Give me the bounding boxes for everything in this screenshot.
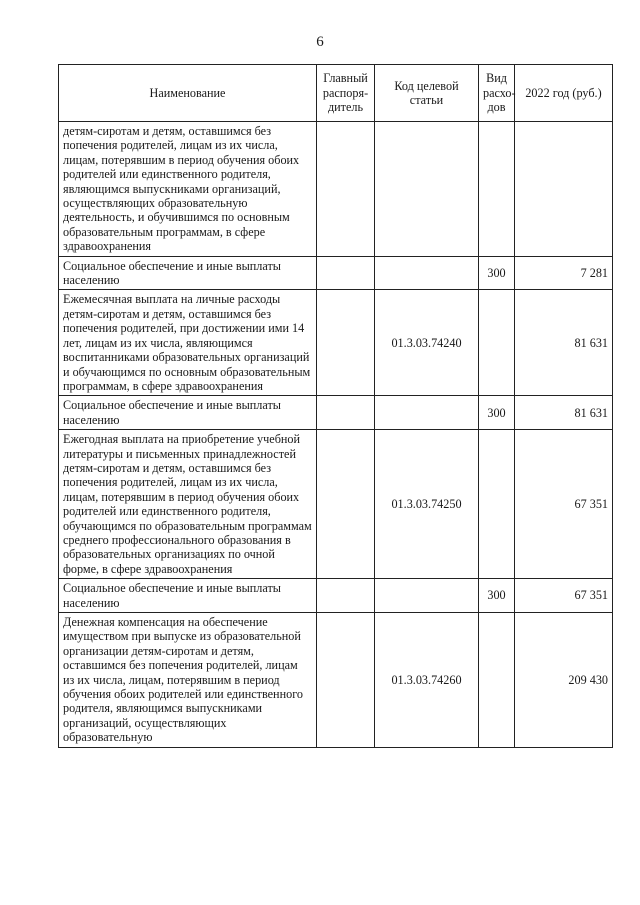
row-kind — [479, 290, 515, 396]
row-chief — [317, 579, 375, 613]
row-chief — [317, 122, 375, 257]
row-kind — [479, 430, 515, 579]
row-code — [375, 256, 479, 290]
row-code: 01.3.03.74250 — [375, 430, 479, 579]
row-amount: 209 430 — [515, 613, 613, 748]
header-amount: 2022 год (руб.) — [515, 65, 613, 122]
table-row — [59, 290, 613, 396]
table-row — [59, 613, 613, 748]
row-chief — [317, 396, 375, 430]
row-amount: 67 351 — [515, 579, 613, 613]
row-amount: 81 631 — [515, 396, 613, 430]
table-row — [59, 579, 613, 613]
row-kind: 300 — [479, 256, 515, 290]
row-amount: 67 351 — [515, 430, 613, 579]
row-name: Ежегодная выплата на приобретение учебной литературы и письменных принадлежностей детям-сиротам и детям, оставшимся без попечения родителей, лицам из их числа, лицам, потерявшим в период обучения обоих родителей или единственного родителя, обучающимся по образовательным программам среднего профессионального образования в образовательных организациях по очной форме, в сфере здравоохранения — [59, 430, 317, 579]
row-kind: 300 — [479, 396, 515, 430]
row-amount: 7 281 — [515, 256, 613, 290]
budget-table — [58, 64, 613, 748]
row-name: детям-сиротам и детям, оставшимся без попечения родителей, лицам из их числа, лицам, потерявшим в период обучения обоих родителей или единственного родителя, являющимся выпускниками организаций, осуществляющих образовательную деятельность, и обучившимся по основным образовательным программам, в сфере здравоохранения — [59, 122, 317, 257]
row-chief — [317, 256, 375, 290]
header-chief: Главный распоря-дитель — [317, 65, 375, 122]
row-chief — [317, 430, 375, 579]
row-chief — [317, 613, 375, 748]
table-row — [59, 430, 613, 579]
row-name: Социальное обеспечение и иные выплаты населению — [59, 579, 317, 613]
header-row — [59, 65, 613, 122]
header-code: Код целевой статьи — [375, 65, 479, 122]
table-body — [59, 122, 613, 748]
row-name: Денежная компенсация на обеспечение имуществом при выпуске из образовательной организации детям-сиротам и детям, оставшимся без попечения родителей, лицам из их числа, лицам, потерявшим в период обучения обоих родителей или единственного родителя, являющимся выпускниками организаций, осуществляющих образовательную — [59, 613, 317, 748]
table-row — [59, 256, 613, 290]
row-code: 01.3.03.74240 — [375, 290, 479, 396]
row-amount: 81 631 — [515, 290, 613, 396]
header-name: Наименование — [59, 65, 317, 122]
row-kind — [479, 122, 515, 257]
row-code — [375, 579, 479, 613]
row-chief — [317, 290, 375, 396]
table-header — [59, 65, 613, 122]
row-name: Ежемесячная выплата на личные расходы детям-сиротам и детям, оставшимся без попечения родителей, при достижении ими 14 лет, лицам из их числа, являющимся воспитанниками образовательных организаций и обучающимся по основным образовательным программам, в сфере здравоохранения — [59, 290, 317, 396]
page-number: 6 — [316, 34, 324, 50]
row-name: Социальное обеспечение и иные выплаты населению — [59, 396, 317, 430]
row-kind: 300 — [479, 579, 515, 613]
header-kind: Вид расхо-дов — [479, 65, 515, 122]
row-kind — [479, 613, 515, 748]
row-code: 01.3.03.74260 — [375, 613, 479, 748]
row-name: Социальное обеспечение и иные выплаты населению — [59, 256, 317, 290]
table-row — [59, 122, 613, 257]
row-code — [375, 122, 479, 257]
row-code — [375, 396, 479, 430]
row-amount — [515, 122, 613, 257]
table-row — [59, 396, 613, 430]
